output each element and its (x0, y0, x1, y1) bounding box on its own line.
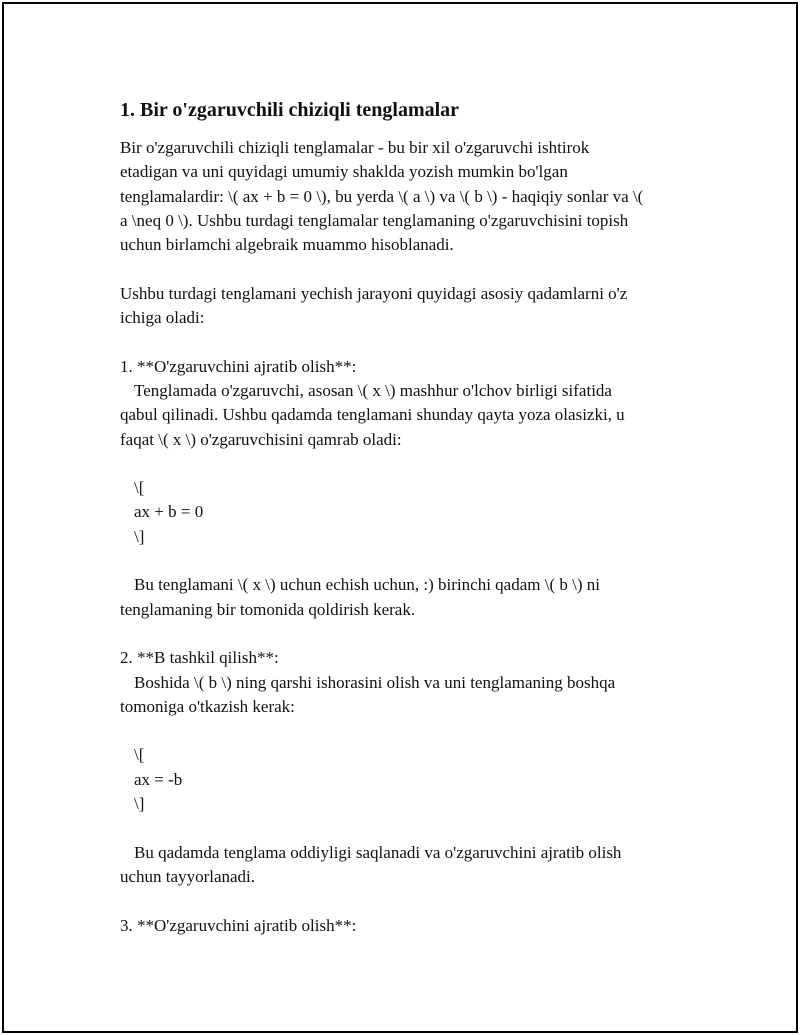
paragraph-gap (120, 816, 680, 840)
text-line: Bir o'zgaruvchili chiziqli tenglamalar - bu bir xil o'zgaruvchi ishtirok (120, 138, 590, 157)
math-expression: ax = -b (134, 769, 183, 789)
step-3 (120, 914, 680, 938)
paragraph-gap (120, 889, 680, 913)
text-line: etadigan va uni quyidagi umumiy shaklda yozish mumkin bo'lgan (120, 162, 568, 182)
text-line: uchun birlamchi algebraik muammo hisoblanadi. (120, 235, 454, 255)
step-title: 1. **O'zgaruvchini ajratib olish**: (120, 356, 357, 376)
text-line: a \neq 0 \). Ushbu turdagi tenglamalar tenglamaning o'zgaruvchisini topish (120, 210, 629, 230)
document-content (120, 96, 680, 938)
process-paragraph (120, 282, 680, 331)
paragraph-gap (120, 452, 680, 476)
math-open: \[ (134, 745, 145, 765)
text-line: Boshida \( b \) ning qarshi ishorasini olish va uni tenglamaning boshqa (134, 672, 616, 692)
step-title: 3. **O'zgaruvchini ajratib olish**: (120, 915, 357, 935)
page-frame (2, 2, 798, 1033)
math-close: \] (134, 794, 145, 814)
math-close: \] (134, 526, 145, 546)
text-line: ichiga oladi: (120, 308, 205, 328)
step-title: 2. **B tashkil qilish**: (120, 648, 279, 668)
text-line: Tenglamada o'zgaruvchi, asosan \( x \) mashhur o'lchov birligi sifatida (134, 380, 612, 400)
text-line: Ushbu turdagi tenglamani yechish jarayoni quyidagi asosiy qadamlarni o'z (120, 283, 628, 303)
text-line: tenglamaning bir tomonida qoldirish kerak. (120, 599, 416, 619)
paragraph-gap (120, 330, 680, 354)
paragraph-gap (120, 719, 680, 743)
text-line: faqat \( x \) o'zgaruvchisini qamrab oladi: (120, 429, 402, 449)
paragraph-gap (120, 549, 680, 573)
step-1 (120, 355, 680, 622)
step-2 (120, 646, 680, 889)
paragraph-gap (120, 622, 680, 646)
text-line: tenglamalardir: \( ax + b = 0 \), bu yerda \( a \) va \( b \) - haqiqiy sonlar va \( (120, 186, 644, 206)
text-line: Bu tenglamani \( x \) uchun echish uchun, :) birinchi qadam \( b \) ni (134, 575, 600, 595)
math-expression: ax + b = 0 (134, 502, 204, 522)
section-heading: 1. Bir o'zgaruvchili chiziqli tenglamalar (120, 99, 460, 121)
text-line: uchun tayyorlanadi. (120, 866, 256, 886)
text-line: tomoniga o'tkazish kerak: (120, 696, 295, 716)
math-open: \[ (134, 478, 145, 498)
paragraph-gap (120, 257, 680, 281)
text-line: Bu qadamda tenglama oddiyligi saqlanadi va o'zgaruvchini ajratib olish (134, 842, 622, 862)
text-line: qabul qilinadi. Ushbu qadamda tenglamani shunday qayta yoza olasizki, u (120, 405, 625, 425)
intro-paragraph (120, 136, 680, 257)
